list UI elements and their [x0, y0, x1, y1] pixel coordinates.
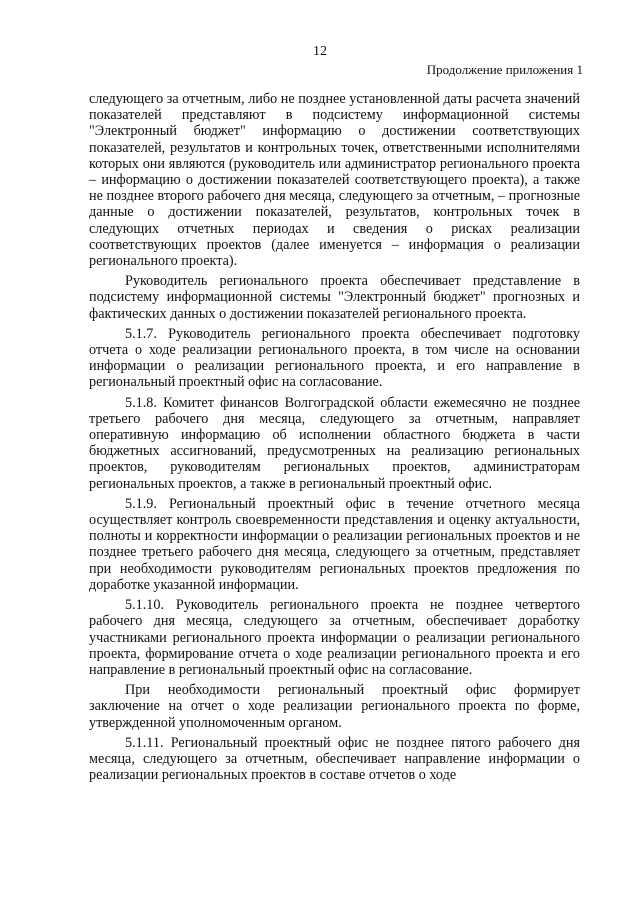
paragraph-5-1-7: 5.1.7. Руководитель регионального проекта обеспечивает подготовку отчета о ходе реализации регионального проекта, в том числе на основании информации о реализации регионального проекта, и его направление в региональный проектный офис на согласование. [89, 325, 580, 391]
paragraph-project-office-conclusion: При необходимости региональный проектный офис формирует заключение на отчет о ходе реализации регионального проекта по форме, утвержденной уполномоченным органом. [89, 682, 580, 731]
document-body [89, 91, 580, 783]
paragraph-continuation: следующего за отчетным, либо не позднее установленной даты расчета значений показателей представляют в подсистему информационной системы "Электронный бюджет" информацию о достижении соответствующих показателей, результатов и контрольных точек, ответственными исполнителями которых они являются (руководитель или администратор регионального проекта – информацию о достижении показателей соответствующего проекта), а также не позднее второго рабочего дня месяца, следующего за отчетным, – прогнозные данные о достижении показателей, результатов, контрольных точек в следующих отчетных периодах и сведения о рисках реализации соответствующих проектов (далее именуется – информация о реализации регионального проекта). [89, 91, 580, 270]
paragraph-5-1-11: 5.1.11. Региональный проектный офис не позднее пятого рабочего дня месяца, следующего за отчетным, обеспечивает направление информации о реализации региональных проектов в составе отчетов о ходе [89, 734, 580, 784]
paragraph-project-lead-forecast: Руководитель регионального проекта обеспечивает представление в подсистему информационной системы "Электронный бюджет" прогнозных и фактических данных о достижении показателей регионального проекта. [89, 273, 580, 322]
page-number: 12 [313, 44, 327, 59]
paragraph-5-1-8: 5.1.8. Комитет финансов Волгоградской области ежемесячно не позднее третьего рабочего дня месяца, следующего за отчетным, направляет оперативную информацию об исполнении областного бюджета в части бюджетных ассигнований, предусмотренных на реализацию региональных проектов, руководителям региональных проектов, администраторам региональных проектов, а также в региональный проектный офис. [89, 394, 580, 492]
appendix-continuation-note: Продолжение приложения 1 [426, 62, 583, 77]
paragraph-5-1-10: 5.1.10. Руководитель регионального проекта не позднее четвертого рабочего дня месяца, следующего за отчетным, обеспечивает доработку участниками регионального проекта информации о реализации регионального проекта, формирование отчета о ходе реализации регионального проекта и его направление в региональный проектный офис на согласование. [89, 597, 580, 678]
paragraph-5-1-9: 5.1.9. Региональный проектный офис в течение отчетного месяца осуществляет контроль своевременности представления и оценку актуальности, полноты и корректности информации о реализации региональных проектов и не позднее третьего рабочего дня месяца, следующего за отчетным, представляет при необходимости руководителям региональных проектов предложения по доработке указанной информации. [89, 495, 580, 593]
